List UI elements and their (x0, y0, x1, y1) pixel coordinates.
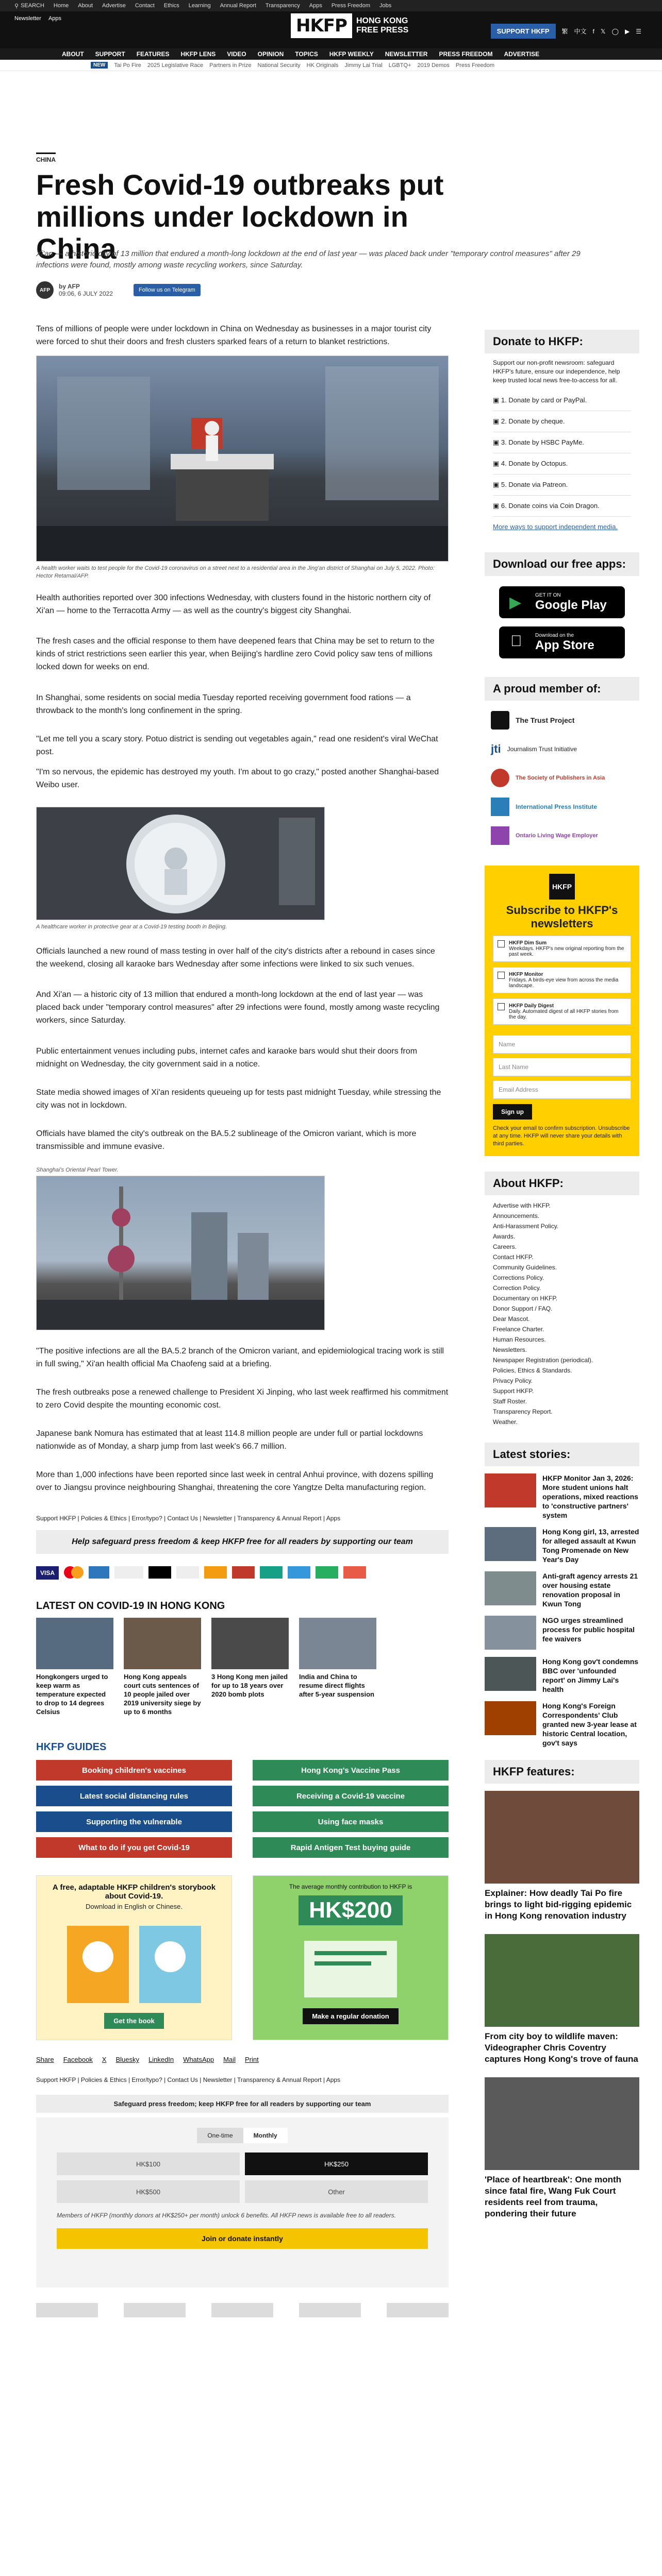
publish-date: 09:06, 6 JULY 2022 (59, 290, 113, 297)
article-paragraph: "The positive infections are all the BA.5.2 branch of the Omicron variant, and epidemiological tracing work is still in full swing," Xi'an health official Ma Chaofeng said at a briefing. (36, 1347, 444, 1368)
top-link-advertise[interactable]: Advertise (102, 3, 126, 9)
top-link-jobs[interactable]: Jobs (379, 3, 392, 9)
partner-logo (211, 2303, 273, 2317)
guide-face-masks[interactable]: Using face masks (253, 1811, 449, 1832)
nav-about[interactable]: ABOUT (62, 50, 84, 58)
jti-icon: jti (491, 742, 501, 755)
newsletter-note: Check your email to confirm subscription. Unsubscribe at any time. HKFP will never share your details with third parties. (493, 1125, 630, 1147)
masthead-link-newsletter[interactable]: Newsletter (14, 15, 41, 22)
share-print[interactable]: Print (244, 2056, 259, 2063)
guide-supporting-vulnerable[interactable]: Supporting the vulnerable (36, 1811, 232, 1832)
get-the-book-button[interactable]: Get the book (104, 2013, 163, 2029)
promo-average-text: The average monthly contribution to HKFP is (289, 1883, 412, 1890)
top-link-apps[interactable]: Apps (309, 3, 322, 9)
apps-heading: Download our free apps: (485, 552, 639, 576)
feature-image (485, 1934, 639, 2027)
article-paragraph: In Shanghai, some residents on social media Tuesday reported receiving government food rations — a throwback to the month's long confinement in the spring. (36, 693, 411, 715)
story-thumb (485, 1701, 536, 1735)
amount-option-other[interactable]: Other (245, 2180, 428, 2203)
article-paragraph: Officials have blamed the city's outbreak on the BA.5.2 sublineage of the Omicron variant, which is more transmissible and immune evasive. (36, 1129, 417, 1151)
share-label[interactable]: Share (36, 2056, 54, 2063)
share-bluesky[interactable]: Bluesky (115, 2056, 139, 2063)
story-item[interactable] (485, 1616, 639, 1650)
top-link-home[interactable]: Home (53, 3, 69, 9)
features-heading: HKFP features: (485, 1760, 639, 1784)
sopa-icon (491, 769, 509, 787)
patreon-icon (343, 1566, 366, 1579)
member-logos (485, 701, 639, 850)
masthead (0, 11, 662, 48)
ipi-icon (491, 798, 509, 816)
latest-stories-heading: Latest stories: (485, 1443, 639, 1466)
about-link[interactable]: Newspaper Registration (periodical). (493, 1357, 593, 1364)
tab-one-time[interactable]: One-time (197, 2128, 243, 2143)
feature-item[interactable] (485, 1934, 639, 2065)
card-image (36, 1618, 113, 1669)
nav-video[interactable]: VIDEO (227, 50, 246, 58)
cheque-icon: ▣ (493, 417, 501, 425)
amex-icon (89, 1566, 109, 1579)
article-paragraph: The fresh outbreaks pose a renewed challenge to President Xi Jinping, who last week reaffirmed his commitment to zero Covid despite the mounting economic cost. (36, 1388, 449, 1410)
feature-title[interactable]: Explainer: How deadly Tai Po fire brings to light bid-rigging epidemic in Hong Kong renovation industry (485, 1888, 632, 1921)
article-paragraph: "Let me tell you a scary story. Potuo district is sending out vegetables again," read one resident's viral WeChat post. (36, 735, 438, 756)
living-wage-logo[interactable]: Ontario Living Wage Employer (485, 821, 639, 850)
last-name-input[interactable]: Last Name (493, 1058, 631, 1076)
storybook-promo[interactable] (36, 1875, 232, 2040)
share-facebook[interactable]: Facebook (63, 2056, 93, 2063)
article-paragraph: Health authorities reported over 300 infections Wednesday, with clusters found in the historic northern city of Xi'an — home to the Terracotta Army — as well as the country's biggest city Shanghai. (36, 594, 431, 615)
latest-stories (485, 1466, 639, 1748)
paypal-icon (114, 1566, 143, 1579)
about-link[interactable]: Contact HKFP. (493, 1253, 534, 1261)
newsletter-option-monitor[interactable]: HKFP Monitor Fridays. A birds-eye view from across the media landscape. (493, 967, 631, 993)
article-card[interactable] (124, 1618, 201, 1716)
checkbox[interactable] (498, 1003, 505, 1010)
trending-tai-po-fire[interactable]: Tai Po Fire (114, 62, 141, 69)
checkbox[interactable] (498, 972, 505, 979)
story-thumb (485, 1473, 536, 1507)
nav-opinion[interactable]: OPINION (257, 50, 284, 58)
card-image (211, 1618, 289, 1669)
byline (36, 281, 201, 299)
author-name[interactable]: by AFP (59, 283, 80, 290)
regular-donation-button[interactable]: Make a regular donation (303, 2008, 399, 2024)
photo-caption-1: A health worker waits to test people for the Covid-19 coronavirus on a street next to a residential area in the Jing'an district of Shanghai on July 5, 2022. Photo: Hector Retamal/AFP. (36, 565, 435, 579)
photo-testing-booth (37, 807, 325, 920)
amount-option[interactable]: HK$100 (57, 2153, 240, 2175)
new-badge: NEW (91, 62, 108, 69)
trending-legislative-race[interactable]: 2025 Legislative Race (147, 62, 204, 69)
about-link[interactable]: Anti-Harassment Policy. (493, 1223, 559, 1230)
share-linkedin[interactable]: LinkedIn (148, 2056, 174, 2063)
partner-logos (36, 2303, 449, 2317)
wechat-pay-icon (316, 1566, 338, 1579)
first-name-input[interactable]: Name (493, 1035, 631, 1054)
amount-option-selected[interactable]: HK$250 (245, 2153, 428, 2175)
apple-pay-icon (148, 1566, 171, 1579)
promo-illustration (263, 1930, 438, 2003)
about-link[interactable]: Staff Roster. (493, 1398, 527, 1405)
feature-title[interactable]: From city boy to wildlife maven: Videographer Chris Coventry captures Hong Kong's trove of fauna (485, 2031, 638, 2064)
newsletter-option-dim-sum[interactable]: HKFP Dim Sum Weekdays. HKFP's new original reporting from the past week. (493, 936, 631, 962)
story-title[interactable]: NGO urges streamlined process for public hospital fee waivers (542, 1616, 635, 1643)
storybook-subtitle: Download in English or Chinese. (86, 1903, 183, 1910)
guide-rapid-antigen-test[interactable]: Rapid Antigen Test buying guide (253, 1837, 449, 1858)
story-title[interactable]: Hong Kong gov't condemns BBC over 'unfounded report' on Jimmy Lai's health (542, 1657, 639, 1693)
jti-logo[interactable]: jti Journalism Trust Initiative (491, 742, 577, 755)
photo-street-testing (37, 356, 449, 562)
donate-patreon[interactable]: ▣ 5. Donate via Patreon. (493, 474, 631, 496)
article-category[interactable]: CHINA (36, 152, 56, 163)
partner-logo (387, 2303, 449, 2317)
facebook-icon[interactable]: f (592, 27, 594, 35)
story-thumb (485, 1571, 536, 1605)
top-link-learning[interactable]: Learning (188, 3, 211, 9)
donate-coin-dragon[interactable]: ▣ 6. Donate coins via Coin Dragon. (493, 496, 631, 517)
top-link-press-freedom[interactable]: Press Freedom (331, 3, 371, 9)
feature-item[interactable] (485, 2077, 639, 2219)
promo-amount: HK$200 (299, 1895, 402, 1925)
article-footer-links[interactable]: Support HKFP | Policies & Ethics | Error/typo? | Contact Us | Newsletter | Transparency & Annual Report | Apps (36, 1515, 341, 1522)
checkbox[interactable] (498, 940, 505, 947)
article-footer-links-2[interactable]: Support HKFP | Policies & Ethics | Error/typo? | Contact Us | Newsletter | Transparency & Annual Report | Apps (36, 2076, 341, 2083)
story-title[interactable]: Hong Kong's Foreign Correspondents' Club granted new 3-year lease at historic Central location, gov't says (542, 1702, 637, 1747)
sign-up-button[interactable]: Sign up (493, 1104, 532, 1120)
about-link[interactable]: Newsletters. (493, 1346, 527, 1353)
safeguard-banner[interactable]: Safeguard press freedom; keep HKFP free for all readers by supporting our team (36, 2095, 449, 2113)
about-link[interactable]: Support HKFP. (493, 1387, 534, 1395)
sidebar (485, 330, 639, 2232)
storybook-illustration (46, 1916, 222, 2008)
article-title: Fresh Covid-19 outbreaks put millions under lockdown in China (36, 168, 444, 265)
living-wage-icon (491, 826, 509, 845)
share-whatsapp[interactable]: WhatsApp (183, 2056, 214, 2063)
story-item[interactable] (485, 1657, 639, 1694)
telegram-follow-button[interactable]: Follow us on Telegram (134, 284, 201, 296)
trust-project-logo[interactable]: The Trust Project (485, 706, 639, 735)
story-item[interactable] (485, 1701, 639, 1748)
trust-project-icon (491, 711, 509, 730)
membership-text: Members of HKFP (monthly donors at HK$250+ per month) unlock 6 benefits. All HKFP news is available free to all readers. (57, 2212, 396, 2219)
nav-press-freedom[interactable]: PRESS FREEDOM (439, 50, 493, 58)
article-paragraph: The fresh cases and the official response to them have deepened fears that China may be set to return to the kinds of strict restrictions seen earlier this year, when Beijing's hardline zero Covid policy saw tens of millions locked down for weeks on end. (36, 637, 435, 671)
article-paragraph: Tens of millions of people were under lockdown in China on Wednesday as businesses in a major tourist city were forced to shut their doors and fresh clusters sparked fears of a return to blanket restrictions. (36, 325, 432, 346)
article-lede: Xi'an — a historic city of 13 million that endured a month-long lockdown at the end of last year — was placed back under "temporary control measures" after 29 infections were found, mostly among waste recycling workers, since Saturday. (36, 249, 581, 269)
card-image (299, 1618, 376, 1669)
x-icon[interactable]: 𝕏 (600, 27, 606, 35)
article-card[interactable] (36, 1618, 113, 1716)
top-link-about[interactable]: About (78, 3, 93, 9)
logo-wordmark: HONG KONG FREE PRESS (356, 16, 409, 35)
about-list (485, 1195, 639, 1432)
top-link-transparency[interactable]: Transparency (265, 3, 300, 9)
guides-heading: HKFP GUIDES (36, 1741, 107, 1753)
story-thumb (485, 1527, 536, 1561)
fps-icon (260, 1566, 283, 1579)
donation-form (36, 2117, 449, 2287)
top-link-contact[interactable]: Contact (135, 3, 155, 9)
newsletter-title: Subscribe to HKFP's newsletters (506, 904, 618, 930)
story-title[interactable]: HKFP Monitor Jan 3, 2026: More student unions halt operations, mixed reactions to 'constructive partners' system (542, 1474, 638, 1519)
amount-option[interactable]: HK$500 (57, 2180, 240, 2203)
visa-icon: VISA (36, 1566, 59, 1580)
article-photo-3 (36, 1176, 325, 1330)
support-hkfp-button[interactable]: SUPPORT HKFP (491, 24, 556, 39)
top-link-ethics[interactable]: Ethics (163, 3, 179, 9)
about-link[interactable]: Donor Support / FAQ. (493, 1305, 553, 1312)
payme-icon (232, 1566, 255, 1579)
article-photo-2 (36, 807, 325, 920)
google-play-button[interactable]: ▶ GET IT ON Google Play (499, 586, 625, 618)
guide-booking-children-vaccines[interactable]: Booking children's vaccines (36, 1760, 232, 1781)
card-title[interactable]: Hongkongers urged to keep warm as temperature expected to drop to 14 degrees Celsius (36, 1673, 108, 1716)
google-play-icon: ▶ (509, 594, 522, 611)
article-paragraph: More than 1,000 infections have been reported since last week in central Anhui province, with dozens spilling over to Jiangsu province neighbouring Shanghai, threatening the core Yangtze Delta manufacturing region. (36, 1470, 434, 1492)
about-link[interactable]: Community Guidelines. (493, 1264, 557, 1271)
partner-logo (299, 2303, 361, 2317)
story-item[interactable] (485, 1571, 639, 1608)
instagram-icon[interactable]: ◯ (611, 27, 619, 35)
search-icon: ⚲ (14, 3, 19, 9)
mastercard-icon (64, 1566, 84, 1580)
article-paragraph: "I'm so nervous, the epidemic has destroyed my youth. I'm about to go crazy," posted another Shanghai-based Weibo user. (36, 768, 439, 789)
latest-covid-cards (36, 1618, 376, 1716)
payme-icon: ▣ (493, 438, 501, 446)
octopus-icon: ▣ (493, 460, 501, 467)
article-paragraph: Japanese bank Nomura has estimated that at least 114.8 million people are under full or partial lockdowns nationwide as of Monday, a sharp jump from last week's 66.7 million. (36, 1429, 423, 1451)
about-link[interactable]: Freelance Charter. (493, 1326, 544, 1333)
patreon-icon: ▣ (493, 481, 501, 488)
about-link[interactable]: Awards. (493, 1233, 516, 1240)
nav-support[interactable]: SUPPORT (95, 50, 125, 58)
donate-list (485, 390, 639, 517)
alipay-icon (288, 1566, 310, 1579)
article-paragraph: Officials launched a new round of mass testing in over half of the city's districts after a rebound in cases since the weekend, closing all karaoke bars Wednesday after some infections were linked to six such venues. (36, 947, 435, 969)
join-donate-button[interactable]: Join or donate instantly (57, 2228, 428, 2249)
trending-national-security[interactable]: National Security (257, 62, 301, 69)
language-switch-chinese[interactable]: 中文 (574, 28, 587, 35)
partner-logo (124, 2303, 186, 2317)
guide-if-you-get-covid[interactable]: What to do if you get Covid-19 (36, 1837, 232, 1858)
top-utility-bar (0, 0, 662, 11)
nav-topics[interactable]: TOPICS (295, 50, 318, 58)
story-item[interactable] (485, 1473, 639, 1520)
app-store-button[interactable]: Download on the App Store (499, 626, 625, 658)
trending-jimmy-lai-trial[interactable]: Jimmy Lai Trial (344, 62, 383, 69)
sopa-logo[interactable]: The Society of Publishers in Asia (485, 764, 639, 792)
storybook-title: A free, adaptable HKFP children's storybook about Covid-19. (52, 1883, 216, 1901)
donate-heading: Donate to HKFP: (485, 330, 639, 353)
article-card[interactable] (211, 1618, 289, 1716)
search-link[interactable]: ⚲ SEARCH (14, 3, 44, 9)
credit-card-icon: ▣ (493, 396, 501, 404)
octopus-icon (204, 1566, 227, 1579)
photo-caption-2: A healthcare worker in protective gear at a Covid-19 testing booth in Beijing. (36, 924, 227, 930)
newsletter-option-daily-digest[interactable]: HKFP Daily Digest Daily. Automated digest of all HKFP stories from the day. (493, 998, 631, 1025)
nav-hkfp-lens[interactable]: HKFP LENS (180, 50, 216, 58)
ipi-logo[interactable]: International Press Institute (485, 792, 639, 821)
feature-item[interactable] (485, 1791, 639, 1922)
guide-vaccine-pass[interactable]: Hong Kong's Vaccine Pass (253, 1760, 449, 1781)
donate-octopus[interactable]: ▣ 4. Donate by Octopus. (493, 453, 631, 474)
about-link[interactable]: Careers. (493, 1243, 517, 1250)
masthead-link-apps[interactable]: Apps (48, 15, 62, 22)
support-banner[interactable]: Help safeguard press freedom & keep HKFP free for all readers by supporting our team (36, 1530, 449, 1554)
email-input[interactable]: Email Address (493, 1080, 631, 1099)
about-link[interactable]: Transparency Report. (493, 1408, 553, 1415)
logo-mark: HKFP (291, 13, 352, 38)
about-link[interactable]: Documentary on HKFP. (493, 1295, 558, 1302)
story-thumb (485, 1616, 536, 1650)
story-title[interactable]: Anti-graft agency arrests 21 over housing estate renovation proposal in Kwun Tong (542, 1572, 638, 1608)
guide-receiving-vaccine[interactable]: Receiving a Covid-19 vaccine (253, 1786, 449, 1806)
nav-hkfp-weekly[interactable]: HKFP WEEKLY (329, 50, 374, 58)
features-list (485, 1784, 639, 2219)
trending-bar (0, 60, 662, 71)
about-link[interactable]: Correction Policy. (493, 1284, 541, 1292)
article-paragraph: Public entertainment venues including pubs, internet cafes and karaoke bars would shut their doors from midnight on Wednesday, the city government said in a notice. (36, 1047, 418, 1069)
share-mail[interactable]: Mail (223, 2056, 236, 2063)
trending-hk-originals[interactable]: HK Originals (306, 62, 339, 69)
article-card[interactable] (299, 1618, 376, 1716)
feature-image (485, 1791, 639, 1884)
member-heading: A proud member of: (485, 677, 639, 701)
trending-press-freedom[interactable]: Press Freedom (455, 62, 495, 69)
apple-icon (510, 633, 522, 650)
main-navigation (0, 48, 662, 60)
about-link[interactable]: Privacy Policy. (493, 1377, 533, 1384)
partner-logo (36, 2303, 98, 2317)
trending-lgbtq[interactable]: LGBTQ+ (388, 62, 411, 69)
more-ways-link[interactable]: More ways to support independent media. (493, 523, 618, 531)
donation-promo[interactable] (253, 1875, 449, 2040)
trending-partners-in-prize[interactable]: Partners in Prize (209, 62, 252, 69)
feature-image (485, 2077, 639, 2170)
share-bar (36, 2056, 259, 2063)
about-link[interactable]: Policies, Ethics & Standards. (493, 1367, 572, 1374)
card-title[interactable]: Hong Kong appeals court cuts sentences of 10 people jailed over 2019 university siege by up to 6 months (124, 1673, 201, 1716)
about-link[interactable]: Announcements. (493, 1212, 540, 1219)
donate-intro: Support our non-profit newsroom: safeguard HKFP's future, ensure our independence, help keep trusted local news free-to-access for all. (493, 359, 620, 384)
share-x[interactable]: X (102, 2056, 107, 2063)
story-item[interactable] (485, 1527, 639, 1564)
donate-card-paypal[interactable]: ▣ 1. Donate by card or PayPal. (493, 390, 631, 411)
nav-advertise[interactable]: ADVERTISE (504, 50, 540, 58)
about-link[interactable]: Corrections Policy. (493, 1274, 544, 1281)
story-title[interactable]: Hong Kong girl, 13, arrested for alleged assault at Kwun Tong Promenade on New Year's Day (542, 1528, 639, 1564)
payment-methods (36, 1566, 366, 1580)
article-paragraph: State media showed images of Xi'an residents queueing up for tests past midnight Tuesday, while stressing the city was not in lockdown. (36, 1088, 441, 1110)
top-link-annual-report[interactable]: Annual Report (220, 3, 256, 9)
article-paragraph: And Xi'an — a historic city of 13 million that endured a month-long lockdown at the end of last year — was placed back under "temporary control measures" after 29 infections were found, mostly among waste recycling workers, since Saturday. (36, 990, 440, 1025)
coin-icon: ▣ (493, 502, 501, 510)
donate-payme[interactable]: ▣ 3. Donate by HSBC PayMe. (493, 432, 631, 453)
donate-cheque[interactable]: ▣ 2. Donate by cheque. (493, 411, 631, 432)
about-link[interactable]: Advertise with HKFP. (493, 1202, 551, 1209)
newsletter-logo: HKFP (549, 874, 575, 900)
about-link[interactable]: Dear Mascot. (493, 1315, 530, 1323)
article-photo-1 (36, 355, 449, 562)
story-thumb (485, 1657, 536, 1691)
card-title[interactable]: India and China to resume direct flights after 5-year suspension (299, 1673, 374, 1698)
nav-newsletter[interactable]: NEWSLETTER (385, 50, 428, 58)
latest-covid-heading: LATEST ON COVID-19 IN HONG KONG (36, 1600, 225, 1612)
photo-caption-3: Shanghai's Oriental Pearl Tower. (36, 1167, 119, 1173)
nav-features[interactable]: FEATURES (136, 50, 170, 58)
language-switch-traditional[interactable]: 繁 (561, 28, 568, 35)
card-image (124, 1618, 201, 1669)
feature-title[interactable]: 'Place of heartbreak': One month since fatal fire, Wang Fuk Court residents reel from trauma, pondering their future (485, 2175, 622, 2218)
guide-social-distancing[interactable]: Latest social distancing rules (36, 1786, 232, 1806)
about-link[interactable]: Human Resources. (493, 1336, 546, 1343)
card-title[interactable]: 3 Hong Kong men jailed for up to 18 years over 2020 bomb plots (211, 1673, 288, 1698)
photo-oriental-pearl-tower (37, 1176, 325, 1330)
site-logo[interactable] (291, 13, 408, 38)
author-avatar: AFP (36, 281, 54, 299)
youtube-icon[interactable]: ▶ (625, 27, 630, 35)
tab-monthly[interactable]: Monthly (243, 2128, 288, 2143)
google-pay-icon (176, 1566, 199, 1579)
trending-2019-demos[interactable]: 2019 Demos (417, 62, 450, 69)
about-heading: About HKFP: (485, 1172, 639, 1195)
newsletter-signup (485, 866, 639, 1156)
menu-icon[interactable]: ☰ (636, 27, 641, 35)
about-link[interactable]: Weather. (493, 1418, 518, 1426)
